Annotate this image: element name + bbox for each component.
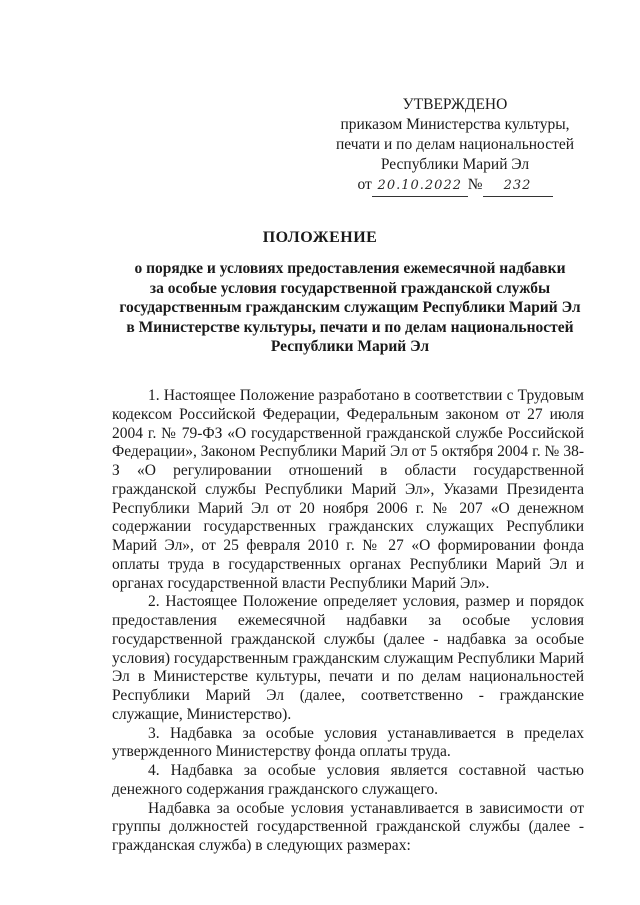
subtitle-line: в Министерстве культуры, печати и по делам национальностей xyxy=(126,318,574,336)
paragraph-4: 4. Надбавка за особые условия является составной частью денежного содержания гражданского служащего. xyxy=(112,762,584,798)
paragraph-1: 1. Настоящее Положение разработано в соответствии с Трудовым кодексом Российской Федерации, Федеральным законом от 27 июля 2004 г. № 79-ФЗ «О государственной гражданской службе Российской Федерации», Законом Республики Марий Эл от 5 октября 2004 г. № 38-З «О регулировании отношений в области государственной гражданской службы Республики Марий Эл», Указами Президента Республики Марий Эл от 20 ноября 2006 г. № 207 «О денежном содержании государственных гражданских служащих Республики Марий Эл», от 25 февраля 2010 г. № 27 «О формировании фонда оплаты труда в государственных органах Республики Марий Эл и органах государственной власти Республики Марий Эл». xyxy=(112,387,584,592)
approval-stamp-block xyxy=(330,95,580,197)
approval-line-2: печати и по делам национальностей xyxy=(335,136,575,153)
approval-line-3: Республики Марий Эл xyxy=(380,156,530,173)
date-prefix: от xyxy=(357,176,372,193)
subtitle-line: за особые условия государственной гражданской службы xyxy=(149,279,551,297)
paragraph-5: Надбавка за особые условия устанавливается в зависимости от группы должностей государственной гражданской службы (далее - гражданская служба) в следующих размерах: xyxy=(112,799,584,854)
document-body xyxy=(112,387,584,856)
handwritten-number: 232 xyxy=(483,176,553,197)
approval-heading: УТВЕРЖДЕНО xyxy=(402,96,508,113)
subtitle-line: государственным гражданским служащим Республики Марий Эл xyxy=(119,299,581,316)
number-sign: № xyxy=(467,176,483,193)
handwritten-date: 20.10.2022 xyxy=(372,176,468,197)
paragraph-2: 2. Настоящее Положение определяет условия, размер и порядок предоставления ежемесячной надбавки за особые условия государственной гражданской службы (далее - надбавка за особые условия) государственным гражданским служащим Республики Марий Эл в Министерстве культуры, печати и по делам национальностей Республики Марий Эл (далее, соответственно - гражданские служащие, Министерство). xyxy=(112,593,584,723)
subtitle-line: о порядке и условиях предоставления ежемесячной надбавки xyxy=(134,260,566,277)
subtitle-line: Республики Марий Эл xyxy=(270,338,430,355)
paragraph-3: 3. Надбавка за особые условия устанавливается в пределах утвержденного Министерству фонда оплаты труда. xyxy=(112,724,584,761)
document-subtitle xyxy=(80,259,620,357)
approval-date-line xyxy=(330,175,580,197)
approval-line-1: приказом Министерства культуры, xyxy=(340,116,570,133)
document-title: ПОЛОЖЕНИЕ xyxy=(262,229,378,246)
